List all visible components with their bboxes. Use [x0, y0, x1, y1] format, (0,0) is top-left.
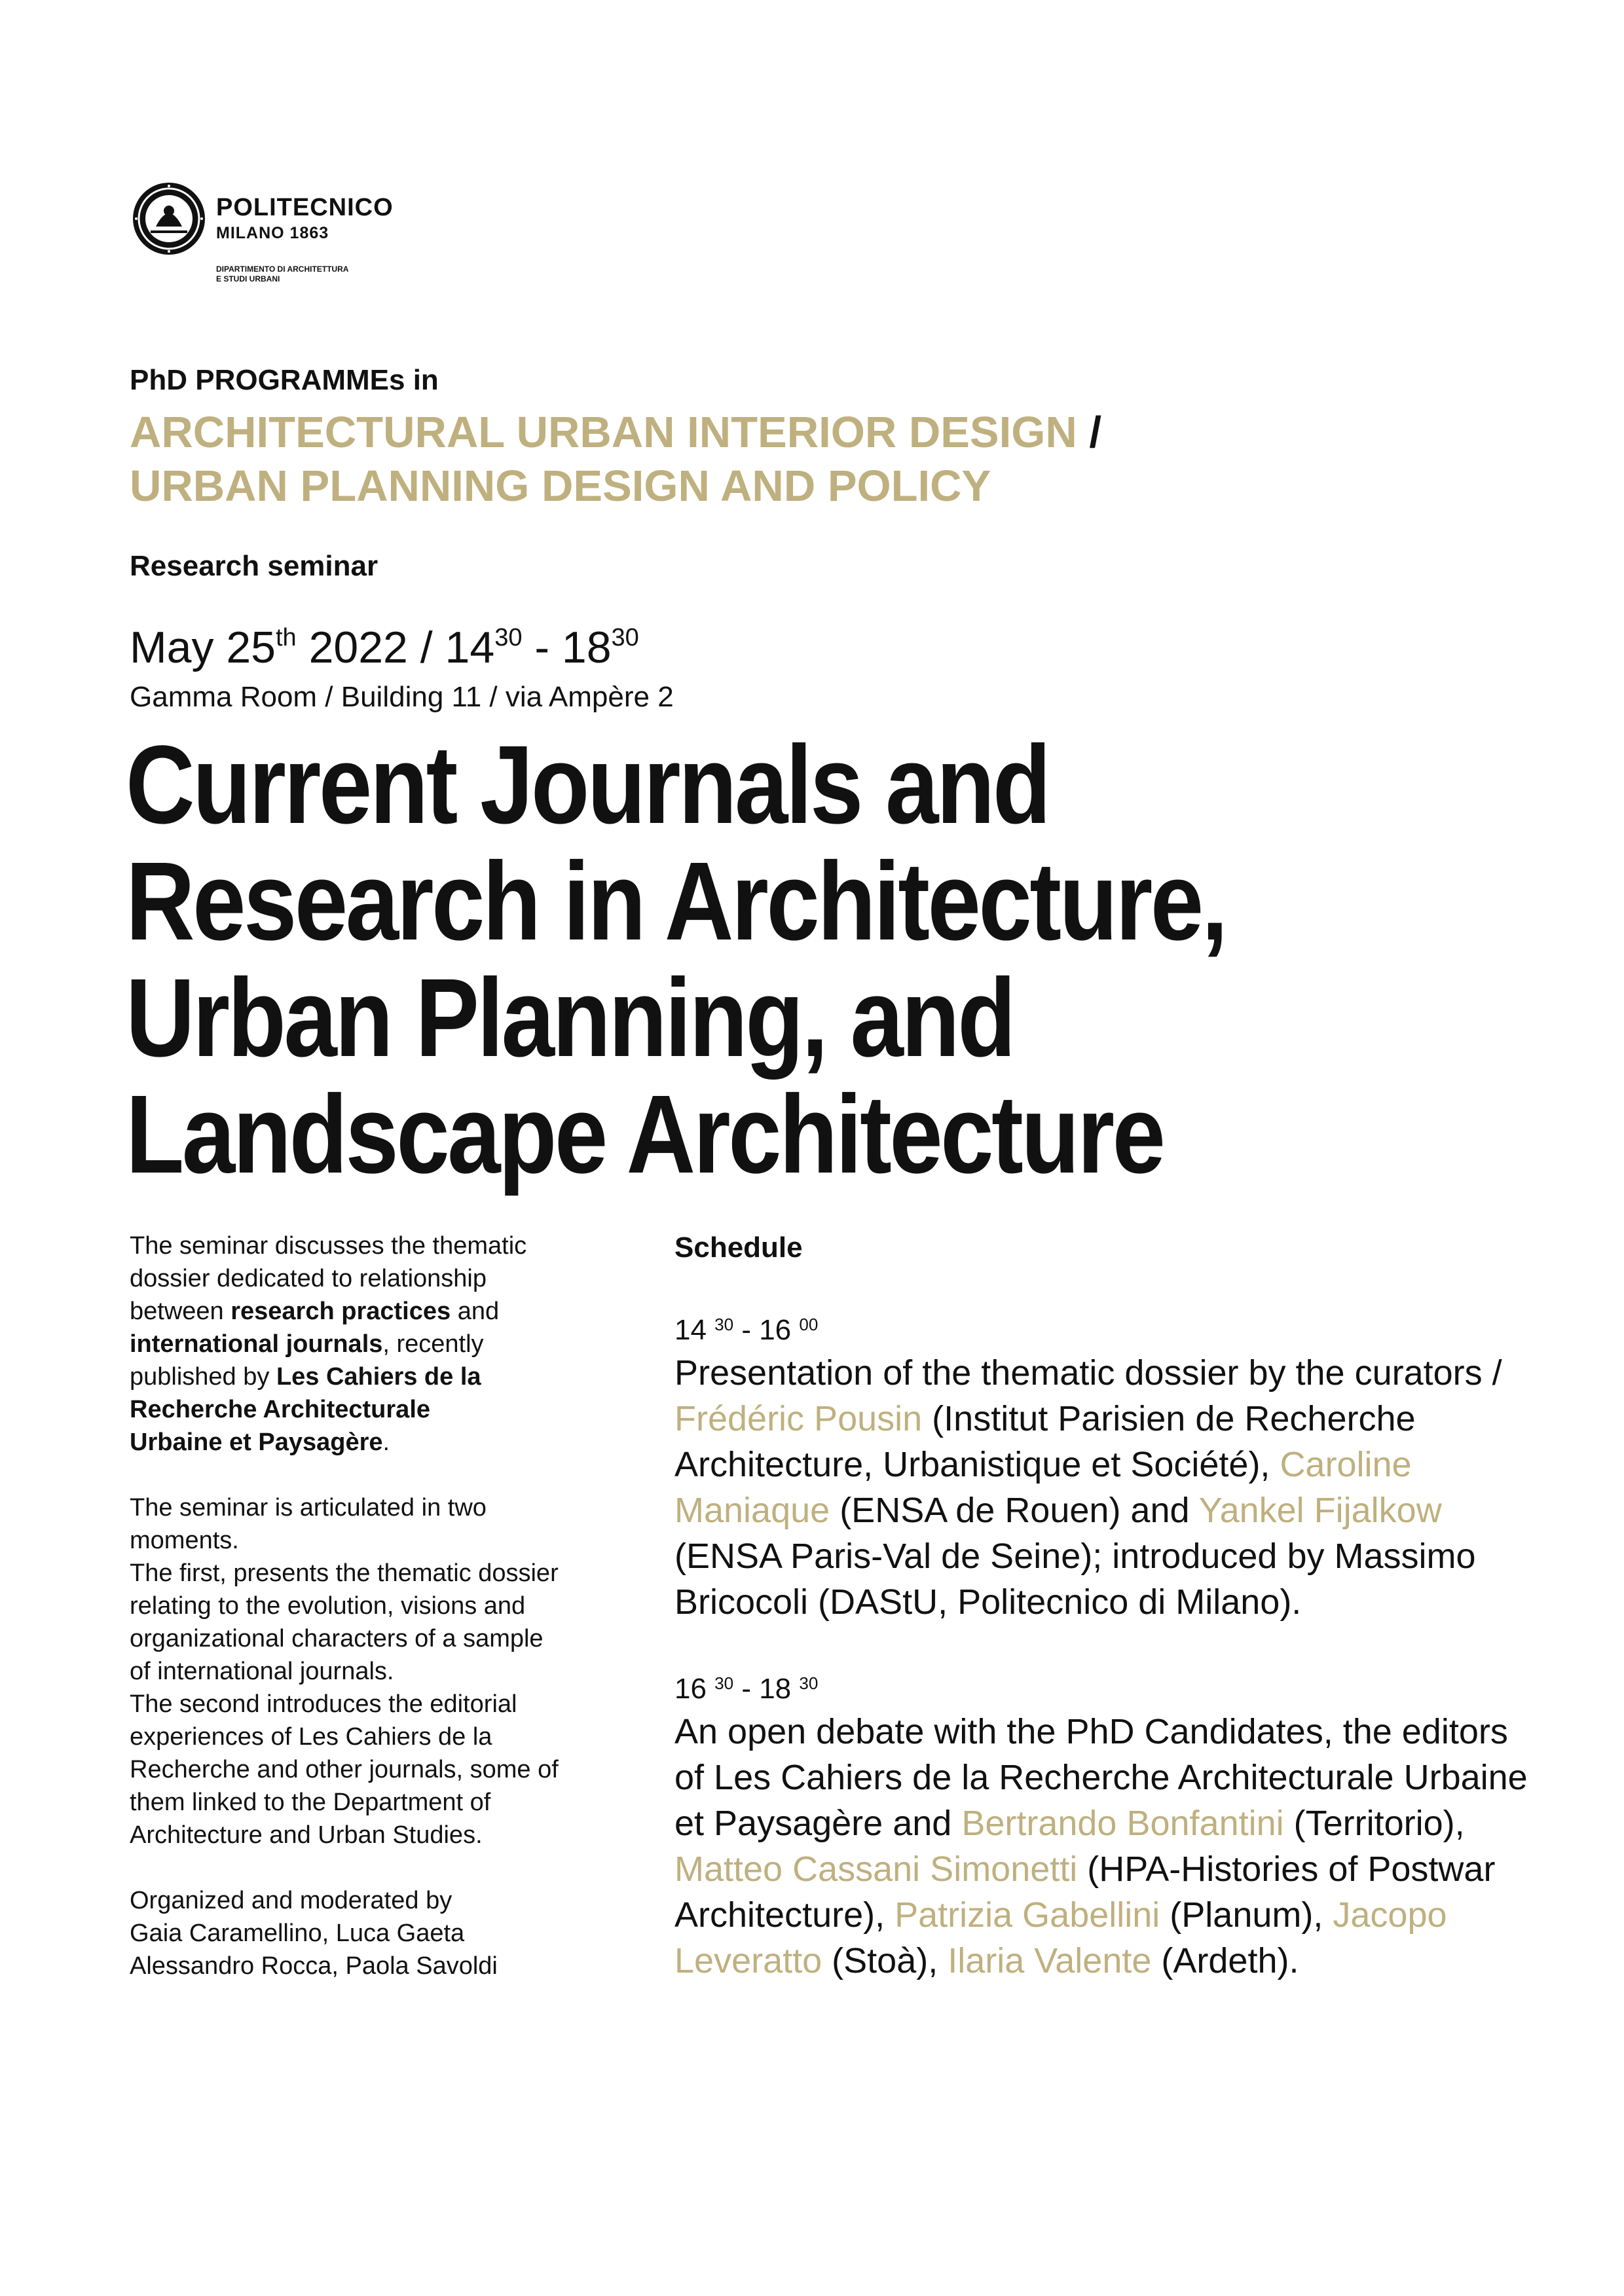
- speaker-name: Bertrando Bonfantini: [961, 1804, 1284, 1843]
- start-minutes: 30: [494, 624, 523, 651]
- slot-minutes: 30: [799, 1673, 819, 1693]
- intro-bold: research practices: [231, 1298, 451, 1325]
- slot-text: (ENSA Paris-Val de Seine); introduced by Massimo Bricocoli (DAStU, Politecnico di Milano).: [674, 1537, 1476, 1622]
- logo-department: [216, 264, 419, 284]
- logo-dept-line2: E STUDI URBANI: [216, 274, 280, 283]
- schedule-column: [674, 1230, 1545, 1984]
- title-line-1: Current Journals and: [126, 723, 1049, 847]
- slot-2-time: [674, 1671, 1545, 1707]
- slot-hour: - 16: [733, 1314, 800, 1346]
- slot-text: (Planum),: [1160, 1895, 1333, 1935]
- slot-1-description: [674, 1350, 1545, 1625]
- speaker-name: Patrizia Gabellini: [895, 1895, 1160, 1935]
- speaker-name: Yankel Fijalkow: [1198, 1491, 1442, 1530]
- date-year: 2022 / 14: [296, 623, 495, 672]
- speaker-name: Matteo Cassani Simonetti: [674, 1850, 1078, 1889]
- intro-text: .: [382, 1429, 390, 1456]
- slot-text: (Ardeth).: [1151, 1941, 1299, 1980]
- slot-minutes: 00: [799, 1315, 819, 1334]
- programme-1: ARCHITECTURAL URBAN INTERIOR DESIGN: [130, 408, 1077, 457]
- slot-text: An open debate with the PhD Candidates, the editors of Les Cahiers de la Recherche Architecturale Urbaine et Paysagère and: [674, 1712, 1528, 1843]
- organizers-label: Organized and moderated by: [130, 1887, 452, 1914]
- end-hour: - 18: [522, 623, 612, 672]
- speaker-name: Frédéric Pousin: [674, 1399, 923, 1438]
- organizers-names: Alessandro Rocca, Paola Savoldi: [130, 1952, 498, 1980]
- main-title: [126, 723, 1365, 1197]
- organizers: [130, 1884, 562, 1982]
- slot-text: (Territorio),: [1283, 1804, 1465, 1843]
- date-suffix: th: [276, 624, 297, 651]
- speaker-name: Jacopo Leveratto: [674, 1895, 1447, 1980]
- slot-text: (Institut Parisien de Recherche Architecture, Urbanistique et Société),: [674, 1399, 1416, 1484]
- slot-minutes: 30: [714, 1673, 734, 1693]
- slot-2-description: [674, 1709, 1545, 1984]
- slot-text: (Stoà),: [822, 1941, 948, 1980]
- intro-bold: Les Cahiers de la Recherche Architecturale: [130, 1363, 481, 1423]
- speaker-name: Ilaria Valente: [948, 1941, 1152, 1980]
- intro-text: The second introduces the editorial experiences of Les Cahiers de la Recherche and other journals, some of them linked to the Department of Architecture and Urban Studies.: [130, 1690, 559, 1849]
- schedule-heading: Schedule: [674, 1231, 803, 1264]
- event-venue: Gamma Room / Building 11 / via Ampère 2: [130, 681, 674, 713]
- slot-hour: 14: [674, 1314, 715, 1346]
- logo-dept-line1: DIPARTIMENTO DI ARCHITETTURA: [216, 264, 349, 274]
- date-month: May 25: [130, 623, 276, 672]
- slot-1-time: [674, 1312, 1545, 1349]
- organizers-names: Gaia Caramellino, Luca Gaeta: [130, 1920, 465, 1947]
- slot-text: (HPA-Histories of Postwar Architecture),: [674, 1850, 1496, 1935]
- intro-text: The seminar discusses the thematic dossier dedicated to relationship between: [130, 1232, 527, 1325]
- intro-text: The first, presents the thematic dossier relating to the evolution, visions and organizational characters of a sample of international journals.: [130, 1559, 559, 1685]
- intro-paragraph-2: [130, 1491, 562, 1851]
- intro-column: [130, 1230, 562, 1982]
- programme-separator: /: [1077, 408, 1101, 457]
- logo: [131, 181, 419, 299]
- programmes-label: PhD PROGRAMMEs in: [130, 364, 439, 396]
- intro-text: , recently published by: [130, 1330, 484, 1391]
- title-line-3: Urban Planning, and: [126, 956, 1014, 1080]
- intro-text: The seminar is articulated in two moments.: [130, 1494, 487, 1554]
- intro-text: and: [451, 1298, 500, 1325]
- intro-bold: international journals: [130, 1330, 383, 1358]
- programme-2: URBAN PLANNING DESIGN AND POLICY: [130, 462, 991, 511]
- programmes-title: [130, 406, 1101, 513]
- title-line-4: Landscape Architecture: [126, 1072, 1164, 1197]
- intro-paragraph-1: [130, 1230, 562, 1459]
- event-date-time: [130, 622, 639, 673]
- logo-city: MILANO 1863: [216, 224, 329, 242]
- university-seal-icon: [131, 181, 207, 257]
- intro-bold: Urbaine et Paysagère: [130, 1429, 383, 1456]
- end-minutes: 30: [611, 624, 639, 651]
- slot-hour: 16: [674, 1673, 715, 1705]
- slot-text: Presentation of the thematic dossier by the curators /: [674, 1353, 1502, 1393]
- seminar-type: Research seminar: [130, 550, 378, 582]
- slot-minutes: 30: [714, 1315, 734, 1334]
- logo-name: POLITECNICO: [216, 194, 394, 221]
- slot-text: (ENSA de Rouen) and: [830, 1491, 1199, 1530]
- speaker-name: Caroline Maniaque: [674, 1445, 1412, 1530]
- title-line-2: Research in Architecture,: [126, 839, 1226, 964]
- slot-hour: - 18: [733, 1673, 800, 1705]
